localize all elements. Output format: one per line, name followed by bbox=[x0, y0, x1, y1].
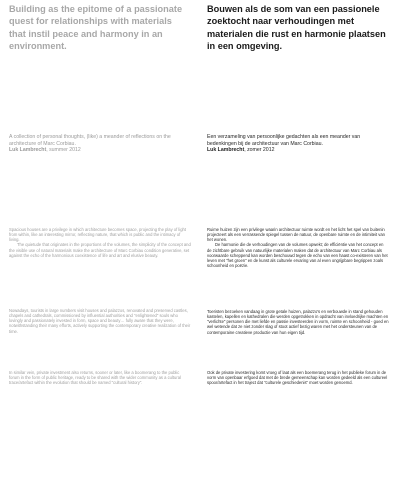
dutch-author: Luk Lambrecht bbox=[207, 147, 245, 153]
english-paragraph-1: Spacious houses are a privilege in which architecture becomes space, projecting the play of light from within, like an interesting mirror, reflecting nature, that which is public and the intimacy of living. bbox=[9, 227, 186, 243]
dutch-body-middle bbox=[207, 309, 389, 335]
dutch-intro-text: Een verzameling van persoonlijke gedachten als een meander van bedenkingen bij de architectuur van Marc Corbiau. bbox=[207, 134, 361, 147]
english-author: Luk Lambrecht bbox=[9, 147, 47, 153]
english-paragraph-3: Nowadays, tourists in large numbers visit houses and palazzos, renovated and preserved castles, chapels and cathedrals, commissioned by influential authorities and "enlightened" souls who lovingly and passionately invested in form, space and beauty… fully aware that they were, notwithstanding their many efforts, actively supporting the contemporary creative realization of their time. bbox=[9, 308, 191, 334]
dutch-paragraph-2: De harmonie die de verhoudingen van de volumes opwekt; de efficiëntie van het concept en de zichtbare gebruik van natuurlijke materialen maken dat de architectuur van Marc Corbiau als voorwaarde scheppend kan worden beschouwd tegen de echo van een haast co-existeren van het leven met "het groen" en de kunst als culturele ervaring van al even ongrijpbare begrippen zoals schoonheid en poëzie. bbox=[207, 242, 388, 269]
dutch-body-bottom bbox=[207, 370, 389, 385]
dutch-paragraph-1: Ruime huizen zijn een privilege waarin architectuur ruimte wordt en het licht het spel van buitenin projecteert als een verrassende spiegel tussen de natuur, de openbare ruimte en de intimiteit van het wonen. bbox=[207, 227, 385, 243]
english-paragraph-2: The quietude that originates in the proportions of the volumes, the simplicity of the concept and the visible use of natural materials make the architecture of Marc Corbiau condition generative, set against the echo of the harmonious coexistence of life and art and elusive beauty. bbox=[9, 242, 191, 258]
english-intro-text: A collection of personal thoughts, (like) a meander of reflections on the architecture of Marc Corbiau. bbox=[9, 134, 171, 147]
dutch-body-top bbox=[207, 227, 389, 268]
english-body-middle bbox=[9, 308, 191, 334]
dutch-title: Bouwen als de som van een passionele zoektocht naar verhoudingen met materialen die rust en harmonie plaatsen in een omgeving. bbox=[207, 4, 386, 52]
dutch-paragraph-3: Toeristen bezoeken vandaag in grote getale huizen, palazzo's en verbouwde in stand gehouden kastelen, kapellen en kathedralen die werden opgetrokken in opdracht van invloedrijke machten en "verlichte" personen die met liefde en passie investeerden in vorm, ruimte en schoonheid - goed en wel wetende dat ze niet zonder slag of stoot actief bezig waren met het ondersteunen van de contemporaine creatieve productie van hun eigen tijd. bbox=[207, 309, 389, 335]
english-date: , summer 2012 bbox=[46, 147, 81, 153]
dutch-intro bbox=[207, 134, 389, 154]
english-body-top bbox=[9, 227, 191, 258]
dutch-date: , zomer 2012 bbox=[244, 147, 275, 153]
english-body-bottom bbox=[9, 370, 191, 385]
dutch-paragraph-4: Ook de private investering komt vroeg of laat als een boemerang terug in het publieke forum in de vorm van openbaar erfgoed dat met de brede gemeenschap kan worden gedeeld als een cultureel spoor/artefact in het traject dat "culturele geschiedenis" moet worden genoemd. bbox=[207, 370, 388, 386]
english-title: Building as the epitome of a passionate quest for relationships with materials that instil peace and harmony in an environment. bbox=[9, 4, 183, 52]
english-paragraph-4: In similar vein, private investment also returns, sooner or later, like a boomerang to the public forum in the form of public heritage, ready to be shared with the wider community as a cultural trace/artefact within the evolution that should be named "cultural history". bbox=[9, 370, 181, 386]
english-intro bbox=[9, 134, 191, 154]
